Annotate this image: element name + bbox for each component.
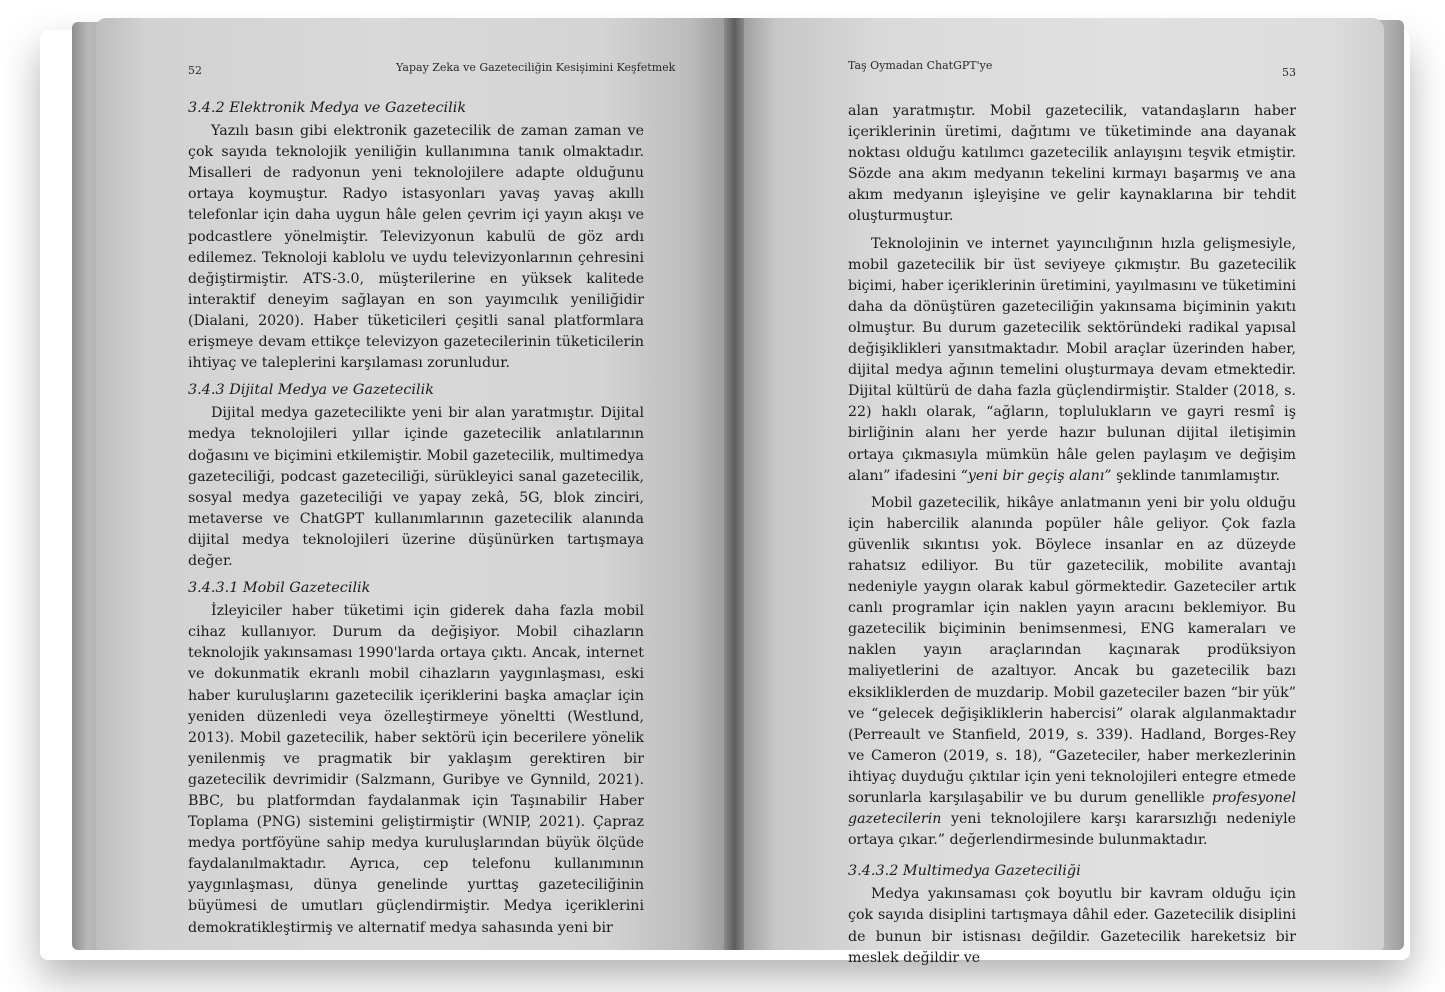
section-heading-digital-media: 3.4.3 Dijital Medya ve Gazetecilik	[188, 382, 434, 399]
paragraph: Medya yakınsaması çok boyutlu bir kavram olduğu için çok sayıda disiplini tartışmaya dâhil eder. Gazetecilik disiplini de bunun bir istisnası değildir. Gazetecilik hareketsiz bir meslek değildir ve	[848, 886, 1296, 966]
paragraph: Teknolojinin ve internet yayıncılığının hızla gelişmesiyle, mobil gazetecilik bir üst seviyeye çıkmıştır. Bu gazetecilik biçimi, haber içeriklerinin üretimini, yayılmasını ve tüketimini daha da dönüştüren gazeteciliğin yakınsama biçiminin yakıtı olmuştur. Bu durum gazetecilik sektöründeki radikal yapısal değişiklikleri yansıtmaktadır. Mobil araçlar üzerinden haber, dijital medya ağının temelini oluşturmaya devam etmektedir. Dijital kültürü de daha fazla güçlendirmiştir. Stalder (2018, s. 22) haklı olarak, “ağların, toplulukların ve gayri resmî iş birliğinin alanı her yerde hazır bulunan dijital iletişimin ortaya çıkmasıyla mümkün hâle gelen paylaşım ve değişim alanı” ifadesini “yeni bir geçiş alanı” şeklinde tanımlamıştır.	[848, 235, 1296, 484]
left-page-text	[188, 98, 644, 939]
right-page-number: 53	[1282, 66, 1296, 79]
section-heading-multimedia-journalism: 3.4.3.2 Multimedya Gazeteciliği	[848, 863, 1081, 880]
paragraph: Mobil gazetecilik, hikâye anlatmanın yeni bir yolu olduğu için habercilik alanında popüler hâle geliyor. Çok fazla güvenlik sıkıntısı yok. Böylece insanlar en az düzeyde rahatsız ediliyor. Bu tür gazetecilik, mobilite avantajı nedeniyle yaygın olarak kabul görmektedir. Gazeteciler artık canlı programlar için naklen yayın aracını beklemiyor. Bu gazetecilik biçiminin benimsenmesi, ENG kameraları ve naklen yayın araçlarından kaçınarak prodüksiyon maliyetlerini de azaltıyor. Ancak bu gazetecilik bazı eksikliklerden de muzdarip. Mobil gazeteciler bazen “bir yük” ve “gelecek değişikliklerin habercisi” olarak algılanmaktadır (Perreault ve Stanfield, 2019, s. 339). Hadland, Borges-Rey ve Cameron (2019, s. 18), “Gazeteciler, haber merkezlerinin ihtiyaç duyduğu çıktılar için yeni teknolojileri entegre etmede sorunlarla karşılaşabilir ve bu durum genellikle profesyonel gazetecilerin yeni teknolojilere karşı kararsızlığı nedeniyle ortaya çıkar.” değerlendirmesinde bulunmaktadır.	[848, 494, 1297, 849]
right-running-head: Taş Oymadan ChatGPT'ye	[848, 59, 993, 72]
right-page-text	[848, 101, 1296, 969]
left-running-head: Yapay Zeka ve Gazeteciliğin Kesişimini Keşfetmek	[396, 61, 676, 74]
section-heading-mobile-journalism: 3.4.3.1 Mobil Gazetecilik	[188, 580, 371, 597]
left-page	[96, 18, 728, 950]
paragraph: Yazılı basın gibi elektronik gazetecilik de zaman zaman ve çok sayıda teknolojik yeniliğin kullanımına tanık olmaktadır. Misalleri de radyonun yeni teknolojilere adapte olduğunu ortaya koymuştur. Radyo istasyonları yavaş yavaş akıllı telefonlar için daha uygun hâle gelen çevrim içi yayın akışı ve podcastlere yönelmiştir. Televizyonun kabulü de göz ardı edilemez. Teknoloji kablolu ve uydu televizyonlarının çehresini değiştirmiştir. ATS-3.0, müşterilerine en yüksek kalitede interaktif deneyim sağlayan en son yayımcılık yeniliğidir (Dialani, 2020). Haber tüketicileri çeşitli sanal platformlara erişmeye devam ettikçe televizyon gazetecilerinin tüketicilerin ihtiyaç ve taleplerini karşılaması zorunludur.	[188, 123, 644, 372]
paragraph: alan yaratmıştır. Mobil gazetecilik, vatandaşların haber içeriklerinin üretimi, dağıtımı ve tüketiminde ana dayanak noktası olduğu katılımcı gazetecilik anlayışını teşvik etmiştir. Sözde ana akım medyanın tekelini kırmayı başarmış ve ana akım medyanın işleyişine ve gelir kaynaklarına bir tehdit oluşturmuştur.	[848, 103, 1296, 225]
paragraph: İzleyiciler haber tüketimi için giderek daha fazla mobil cihaz kullanıyor. Durum da değişiyor. Mobil cihazların teknolojik yakınsaması 1990'larda ortaya çıktı. Ancak, internet ve dokunmatik ekranlı mobil cihazların yaygınlaşması, eski haber kuruluşlarını gazetecilik içeriklerini başka amaçlar için yeniden düzenledi veya özelleştirmeye yöneltti (Westlund, 2013). Mobil gazetecilik, haber sektörü için becerilere yönelik yenilenmiş ve pragmatik bir yaklaşım gerektiren bir gazetecilik devrimidir (Salzmann, Guribye ve Gynnild, 2021). BBC, bu platformdan faydalanmak için Taşınabilir Haber Toplama (PNG) sistemini geliştirmiştir (WNIP, 2021). Çapraz medya portföyüne sahip medya kuruluşlarından büyük ölçüde faydalanılmaktadır. Ayrıca, cep telefonu kullanımının yaygınlaşması, dünya genelinde yurttaş gazeteciliğinin büyümesi de umutları güçlendirmiştir. Medya içeriklerini demokratikleştirmiş ve alternatif medya sahasında yeni bir	[188, 603, 644, 936]
paragraph: Dijital medya gazetecilikte yeni bir alan yaratmıştır. Dijital medya teknolojileri yıllar içinde gazetecilik anlatılarının doğasını ve biçimini etkilemiştir. Mobil gazetecilik, multimedya gazeteciliği, podcast gazeteciliği, sürükleyici sanal gazetecilik, sosyal medya gazeteciliği ve yapay zekâ, 5G, blok zinciri, metaverse ve ChatGPT kullanımlarının gazetecilik alanında dijital medya teknolojileri üzerine düşünürken tartışmaya değer.	[188, 405, 644, 569]
right-page	[744, 18, 1384, 966]
section-heading-electronic-media: 3.4.2 Elektronik Medya ve Gazetecilik	[188, 100, 467, 116]
emphasis-text: “yeni bir geçiş alanı”	[960, 467, 1112, 484]
left-page-number: 52	[188, 64, 202, 77]
emphasis-text: profesyonel gazetecilerin	[848, 790, 1296, 828]
